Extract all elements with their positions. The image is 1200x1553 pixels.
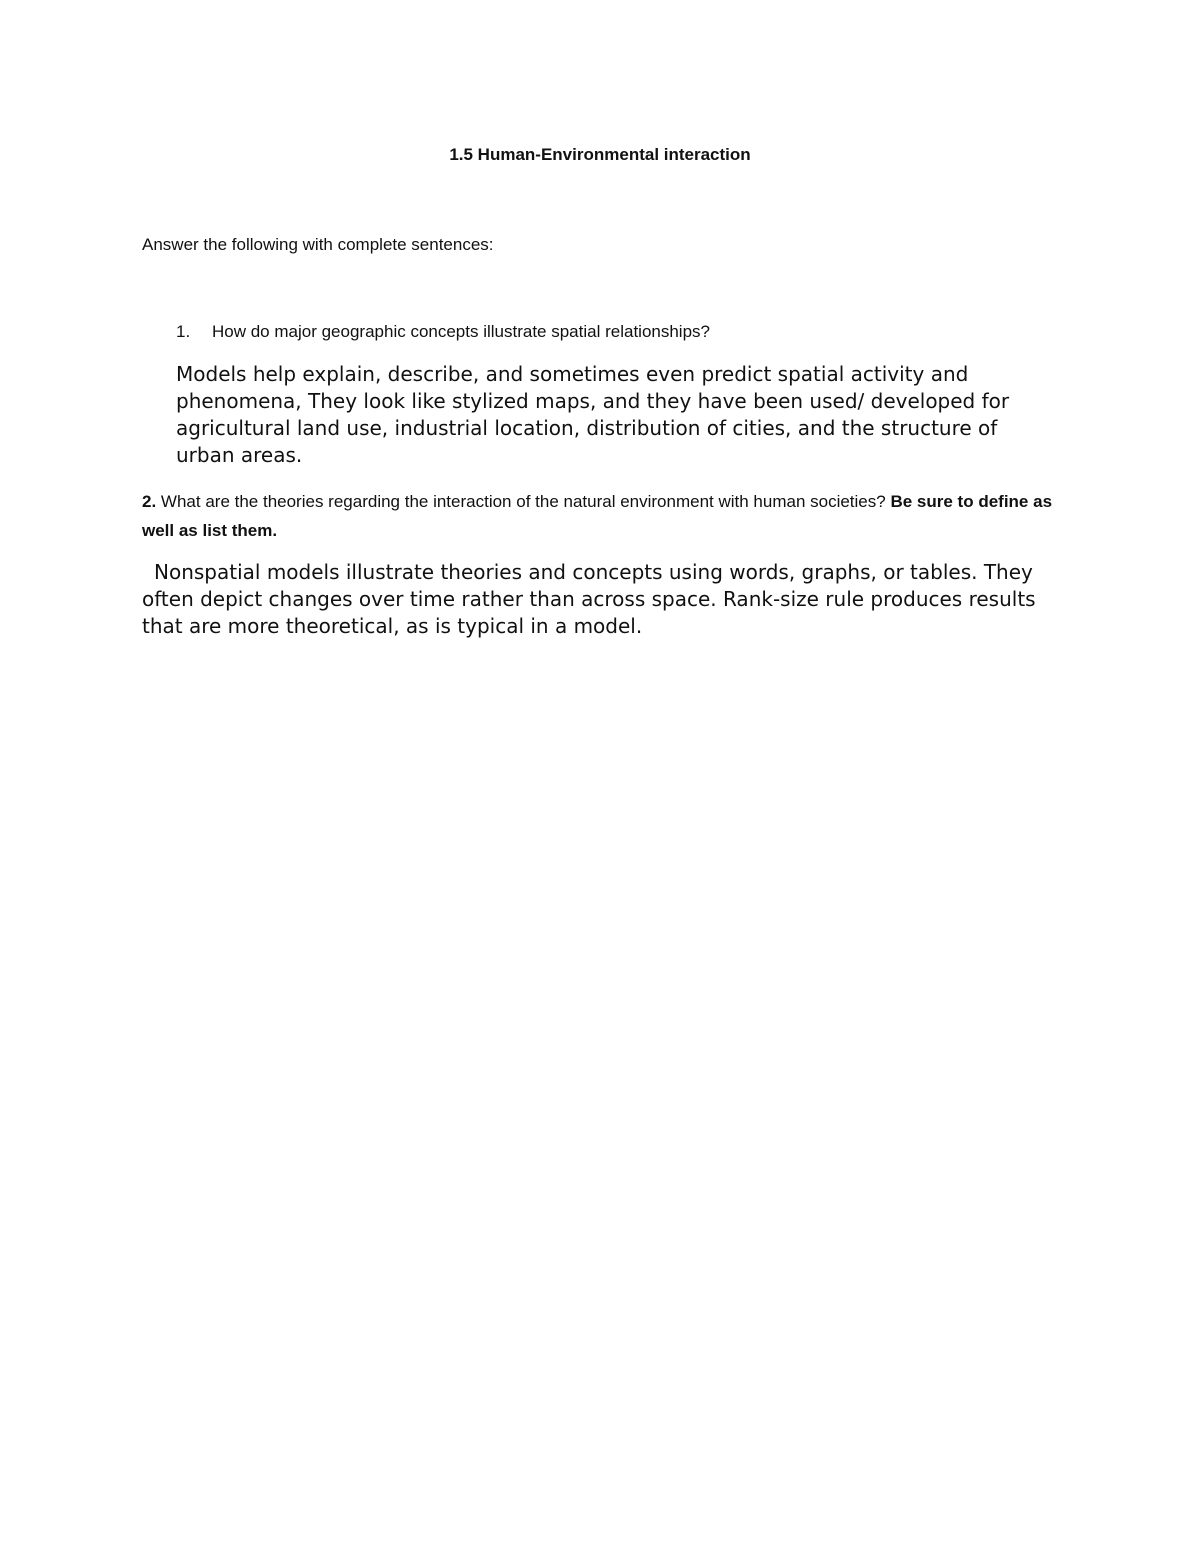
question-1-text: How do major geographic concepts illustrate spatial relationships?: [212, 322, 710, 341]
question-2: [142, 487, 1062, 545]
answer-2: Nonspatial models illustrate theories and concepts using words, graphs, or tables. They often depict changes over time rather than across space. Rank-size rule produces results that are more theoretical, as is typical in a model.: [142, 560, 1036, 638]
answer-1: Models help explain, describe, and sometimes even predict spatial activity and phenomena, They look like stylized maps, and they have been used/ developed for agricultural land use, industrial location, distribution of cities, and the structure of urban areas.: [176, 362, 1010, 467]
document-title: 1.5 Human-Environmental interaction: [449, 145, 751, 164]
instructions-text: Answer the following with complete sentences:: [142, 235, 494, 254]
question-2-text: What are the theories regarding the interaction of the natural environment with human societies?: [160, 492, 886, 511]
question-2-emphasis: Be sure to define as well as list them.: [142, 492, 1053, 540]
question-1-number: 1.: [176, 322, 191, 341]
question-1: [176, 320, 710, 344]
question-2-number: 2.: [142, 492, 157, 511]
